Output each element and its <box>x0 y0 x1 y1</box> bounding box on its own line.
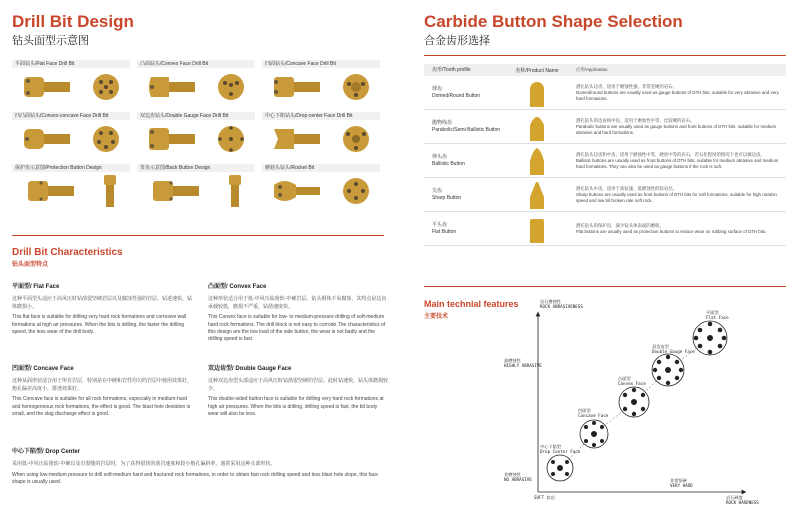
char-title: 凹面型/ Concave Face <box>12 366 74 372</box>
char-drop-center <box>12 449 382 487</box>
flat-face-bit-icon <box>693 321 727 355</box>
row-cn: 球齿 <box>432 86 443 92</box>
drill-label: 凸面钻头/Convex Face Drill Bit <box>137 60 255 68</box>
char-cn: 采用低-中风压钻凿软-中硬以及有裂缝的岩层时。为了获得很快的凿岩速度和较小炮孔偏斜率，通常采用这种头部形状。 <box>12 461 276 468</box>
char-title: 凸面型/ Convex Face <box>208 284 267 290</box>
drill-label: 双边齿钻头/Double Gauge Face Drill Bit <box>137 112 255 120</box>
drill-bit-face-icon <box>216 72 246 102</box>
characteristics-title-cn: 钻头面型特点 <box>12 262 49 268</box>
drill-image-row <box>262 172 380 210</box>
drill-image-row <box>262 120 380 158</box>
convex-bit-icon <box>619 387 649 417</box>
char-en: When using low-medium pressure to drill soft-medium hard and fractured rock formations, in order to obtain fast rock drilling speed and less blast hole slope, this face shape is usually used. <box>12 471 379 486</box>
row-cn: 弹头齿 <box>432 154 448 160</box>
row-app-cn: 潜孔钻头中齿，适用于高钻速、低磨蚀性的软岩层。 <box>576 185 677 191</box>
drill-label: 蘑菇头钻头/Rocket Bit <box>262 164 380 172</box>
section-divider <box>12 235 384 236</box>
char-title: 平面型/ Flat Face <box>12 284 60 290</box>
table-row <box>424 76 786 110</box>
table-header <box>424 64 786 76</box>
char-cn: 这种形状适合用于低-中风压钻凿软-中硬岩层。钻头钢体不易腐蚀，其特点是边齿承载较低，磨损不严重，钻凿速度快。 <box>208 296 387 310</box>
row-en: Parabolic/Semi-Ballistic Button <box>432 126 501 133</box>
drill-bit-face-icon <box>341 176 371 206</box>
row-en: Flat Button <box>432 228 457 235</box>
drill-bit-vertical-icon <box>103 175 117 207</box>
drill-image-row <box>12 172 130 210</box>
concave-face-label: 凹面型 Concave Face <box>578 408 609 418</box>
ballistic-button-icon <box>529 147 545 175</box>
drill-bit-face-icon <box>91 124 121 154</box>
convex-face-label: 凸面型 Convex Face <box>618 376 646 386</box>
diagram-axes <box>500 296 792 510</box>
table-row <box>424 212 786 246</box>
drill-bit-side-icon <box>151 177 201 205</box>
double-gauge-bit-icon <box>652 354 684 386</box>
double-gauge-label: 双边齿型 Double Gauge Face <box>652 344 695 354</box>
row-app-en: Domed/round buttons are usually used as gauge buttons of DTH bits, suitable for very abrasive and very hard formations. <box>576 89 779 101</box>
char-en: This Concave face is suitable for all rock formations, especially in medium-hard and homogeneous rock formations, the effect is good. The blast hole deviation is small, and the slag discharge effect is good. <box>12 396 191 418</box>
col-tooth-profile: 齿形/Tooth profile <box>432 67 471 73</box>
col-application: 应用/Application <box>576 67 608 72</box>
drill-bit-design-title: Drill Bit Design <box>12 12 134 31</box>
flat-face-label: 平面型 Flat Face <box>706 310 729 320</box>
drill-bit-side-icon <box>26 177 76 205</box>
row-app-en: Flat buttons are usually used as protection buttons to reduce wear on rubbing surface of DTH bits. <box>576 228 767 234</box>
row-en: Ballistic Button <box>432 160 465 167</box>
button-shape-table <box>424 64 786 246</box>
drill-image-row <box>12 120 130 158</box>
drill-cell <box>262 60 380 106</box>
characteristics-title: Drill Bit Characteristics <box>12 247 123 258</box>
char-concave-face <box>12 366 192 418</box>
drill-bit-grid <box>12 60 388 210</box>
domed-button-icon <box>529 79 545 107</box>
drill-bit-side-icon <box>22 73 72 101</box>
drill-cell <box>137 164 255 210</box>
drill-label: 背齿示意图/Back Button Design <box>137 164 255 172</box>
drop-center-face-label: 中心下陷型 Drop Center Face <box>540 444 581 454</box>
drill-bit-face-icon <box>341 72 371 102</box>
char-double-gauge <box>208 366 388 418</box>
char-cn: 这种从面形状适合用于所有岩层，特别是在中硬和岩性均匀的岩层中使用效果好，炮孔偏差高度小，排渣效果好。 <box>12 378 193 392</box>
drill-image-row <box>12 68 130 106</box>
char-en: This double-sided button face is suitable for drilling very hard rock formations at high air pressures. When the bits is drilling, drilling speed is fast, the bit body wear will also be less. <box>208 396 384 418</box>
drill-cell <box>137 60 255 106</box>
drill-bit-face-icon <box>341 124 371 154</box>
drill-cell <box>12 60 130 106</box>
col-product-name: 名称/Product Name <box>515 67 559 74</box>
char-cn: 这种平面型头适应于高风压时钻凿很坚硬岩层以及腐蚀性强的岩层。钻进速快，钻体磨损小。 <box>12 296 193 310</box>
row-en: Sharp Button <box>432 194 462 201</box>
very-hard-label: 非常坚硬 VERY HARD <box>670 478 693 488</box>
features-title: Main technial features <box>424 299 519 309</box>
drill-cell <box>137 112 255 158</box>
highly-abrasive-label: 高磨蚀性 HIGHLY ABRASIVE <box>504 358 542 368</box>
row-app-cn: 潜孔钻头的边齿和中齿，适用于磨蚀性中等，比较硬的岩石。 <box>576 117 695 123</box>
char-cn: 这种双边齿型头部适应于高风压时钻凿很坚硬的岩层。此时钻速快，钻头体磨损较少。 <box>208 378 389 392</box>
row-cn: 抛物线齿 <box>432 120 453 126</box>
y-axis-label: 岩石磨蚀性 ROCK ABRASIVENESS <box>540 299 583 309</box>
table-row <box>424 178 786 212</box>
no-abrasive-label: 非磨蚀性 NO ABRASIVE <box>504 472 532 482</box>
char-en: This flat face is suitable for drilling very hard rock formations and corrosive wall formations at high air pressures. When the bits is drilling, the faster the drilling speed, the less wear of the drill body. <box>12 314 187 336</box>
row-app-en: Sharp buttons are usually used as front buttons of DTH bits for soft formations, suitable for high rotation speed and low bit broken rate soft rock. <box>576 191 777 203</box>
char-en: This Convex face is suitable for low- to medium-pressure drilling of soft-medium hard rock formations. The drill block is not easy to corrode.The characteristics of this design are the low load of the side button, the wear is not badly and the drilling speed is fast. <box>208 314 386 343</box>
table-row <box>424 110 786 144</box>
char-flat-face <box>12 284 192 336</box>
drill-bit-side-icon <box>272 125 322 153</box>
drill-bit-design-title-cn: 钻头面型示意图 <box>12 35 89 47</box>
drill-label: 平面钻头/Flat Face Drill Bit <box>12 60 130 68</box>
carbide-title-cn: 合金齿形选择 <box>424 35 490 47</box>
row-cn: 平头齿 <box>432 222 448 228</box>
carbide-title: Carbide Button Shape Selection <box>424 12 683 31</box>
row-app-en: Ballistic buttons are usually used as front buttons of DTH bits, suitable for medium abrasive and medium hard formations. They can also be used as gauge buttons if the rock is soft. <box>576 157 779 169</box>
table-row <box>424 144 786 178</box>
drill-image-row <box>262 68 380 106</box>
drill-cell <box>262 164 380 210</box>
drop-center-bit-icon <box>547 455 573 481</box>
row-cn: 尖齿 <box>432 188 443 194</box>
drill-bit-side-icon <box>147 125 197 153</box>
features-diagram <box>500 296 792 510</box>
row-app-en: Parabolic buttons are usually used as gauge buttons and front buttons of DTH bits, suitable for medium abrasive and hard formations. <box>576 123 777 135</box>
drill-image-row <box>137 172 255 210</box>
x-axis-label: 岩石硬度 ROCK HARDNESS <box>726 495 759 505</box>
drill-bit-face-icon <box>91 72 121 102</box>
drill-bit-side-icon <box>147 73 197 101</box>
row-app-cn: 潜孔钻头的保护齿，减少钻头体表面的磨损。 <box>576 222 664 228</box>
drill-label: 中心下陷钻头/Drop-center Face Drill Bit <box>262 112 380 120</box>
drill-bit-vertical-icon <box>228 175 242 207</box>
sharp-button-icon <box>529 181 545 209</box>
char-convex-face <box>208 284 388 344</box>
drill-cell <box>12 164 130 210</box>
drill-bit-side-icon <box>272 73 322 101</box>
section-divider <box>424 286 786 287</box>
drill-image-row <box>137 120 255 158</box>
char-title: 中心下陷型/ Drop Center <box>12 449 81 455</box>
drill-label: 保护齿示意图/Protection Button Design <box>12 164 130 172</box>
drill-label: 凹面钻头/Concave Face Drill Bit <box>262 60 380 68</box>
drill-image-row <box>137 68 255 106</box>
drill-cell <box>12 112 130 158</box>
row-app-cn: 潜孔钻头边齿和中齿，适用于磨蚀性中等，硬度中等的岩石，若石化程度的情况下也可以做边齿。 <box>576 151 765 157</box>
parabolic-button-icon <box>529 113 545 141</box>
section-divider <box>424 55 786 56</box>
flat-button-icon <box>529 215 545 243</box>
drill-bit-side-icon <box>272 177 322 205</box>
row-app-cn: 潜孔钻头边齿，适用于磨蚀性强、非常坚硬的岩石。 <box>576 83 677 89</box>
drill-bit-face-icon <box>216 124 246 154</box>
row-en: Domed/Round Button <box>432 92 481 99</box>
drill-label: 凹凸面钻头/Convex-concave Face Drill Bit <box>12 112 130 120</box>
drill-bit-side-icon <box>22 125 72 153</box>
char-title: 双边齿型/ Double Gauge Face <box>208 366 292 372</box>
soft-label: SOFT 软岩 <box>534 495 555 500</box>
features-title-cn: 主要技术 <box>424 314 449 320</box>
concave-bit-icon <box>580 420 608 448</box>
drill-cell <box>262 112 380 158</box>
